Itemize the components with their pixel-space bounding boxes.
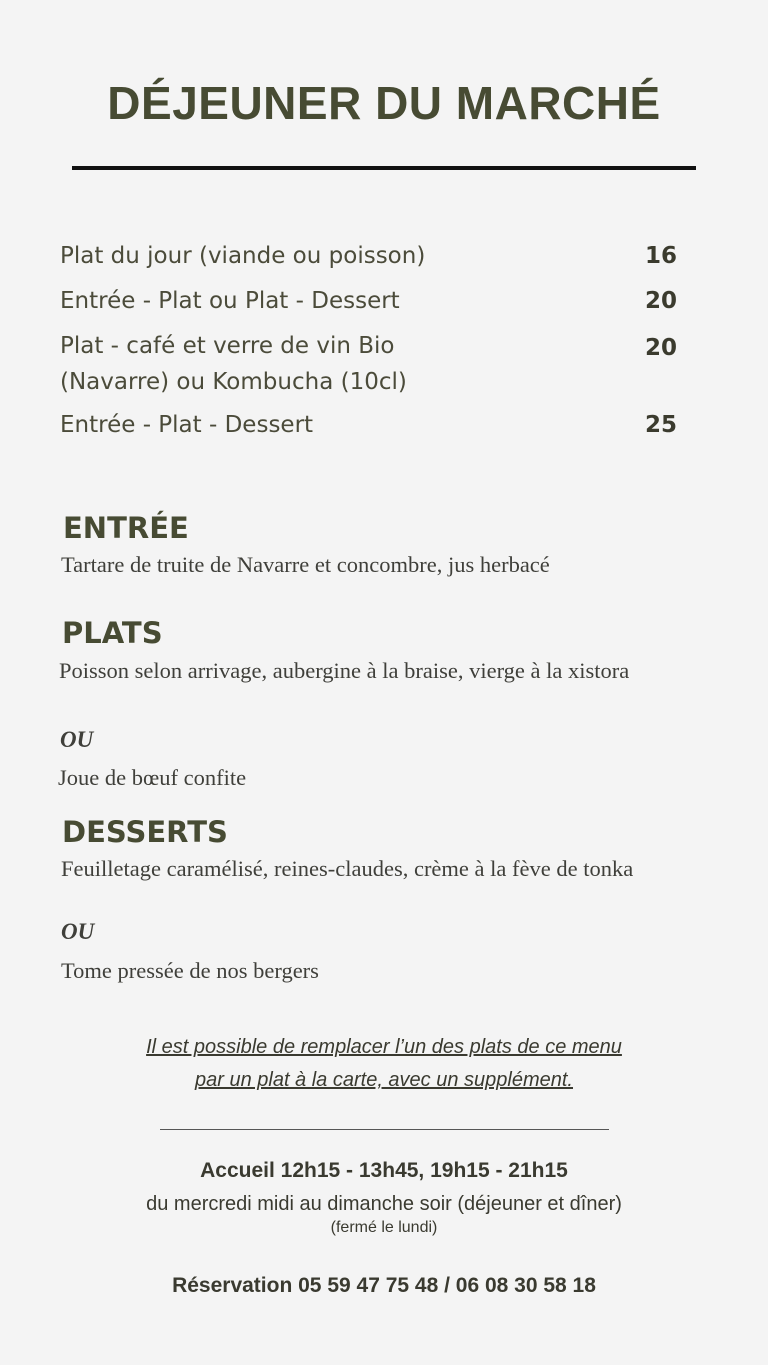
substitution-note-line-1: Il est possible de remplacer l’un des plats de ce menu [146, 1036, 622, 1058]
desserts-dish-2: Tome pressée de nos bergers [61, 958, 319, 983]
title-divider [72, 166, 696, 170]
substitution-note-line-2: par un plat à la carte, avec un supplément. [194, 1069, 573, 1091]
opening-hours: Accueil 12h15 - 13h45, 19h15 - 21h15 [200, 1159, 568, 1182]
formula-label: Entrée - Plat ou Plat - Dessert [60, 288, 400, 314]
reservation-phone[interactable]: Réservation 05 59 47 75 48 / 06 08 30 58 18 [172, 1274, 596, 1297]
footer-divider [160, 1129, 609, 1130]
plats-heading: PLATS [62, 616, 163, 650]
formula-price: 25 [644, 412, 677, 438]
closed-day: (fermé le lundi) [330, 1219, 438, 1236]
formula-label: Plat - café et verre de vin Bio (Navarre) ou Kombucha (10cl) [60, 333, 407, 395]
desserts-dish-1: Feuilletage caramélisé, reines-claudes, crème à la fève de tonka [61, 856, 634, 881]
formula-label: Plat du jour (viande ou poisson) [60, 243, 426, 269]
formula-row [60, 238, 677, 274]
opening-days: du mercredi midi au dimanche soir (déjeuner et dîner) [146, 1193, 622, 1215]
plats-dish-1: Poisson selon arrivage, aubergine à la braise, vierge à la xistora [59, 658, 630, 683]
plats-or: OU [60, 727, 94, 752]
entree-dish: Tartare de truite de Navarre et concombre, jus herbacé [61, 552, 550, 577]
formula-row [60, 328, 677, 400]
plats-dish-2: Joue de bœuf confite [58, 765, 247, 790]
formula-price: 16 [644, 243, 677, 269]
page-title: DÉJEUNER DU MARCHÉ [107, 77, 661, 129]
formula-row [60, 407, 677, 443]
entree-heading: ENTRÉE [63, 511, 189, 545]
formula-row [60, 283, 677, 319]
desserts-or: OU [61, 919, 95, 944]
formula-price: 20 [644, 335, 677, 361]
desserts-heading: DESSERTS [62, 815, 228, 849]
formula-label: Entrée - Plat - Dessert [60, 412, 314, 438]
formula-price: 20 [644, 288, 677, 314]
